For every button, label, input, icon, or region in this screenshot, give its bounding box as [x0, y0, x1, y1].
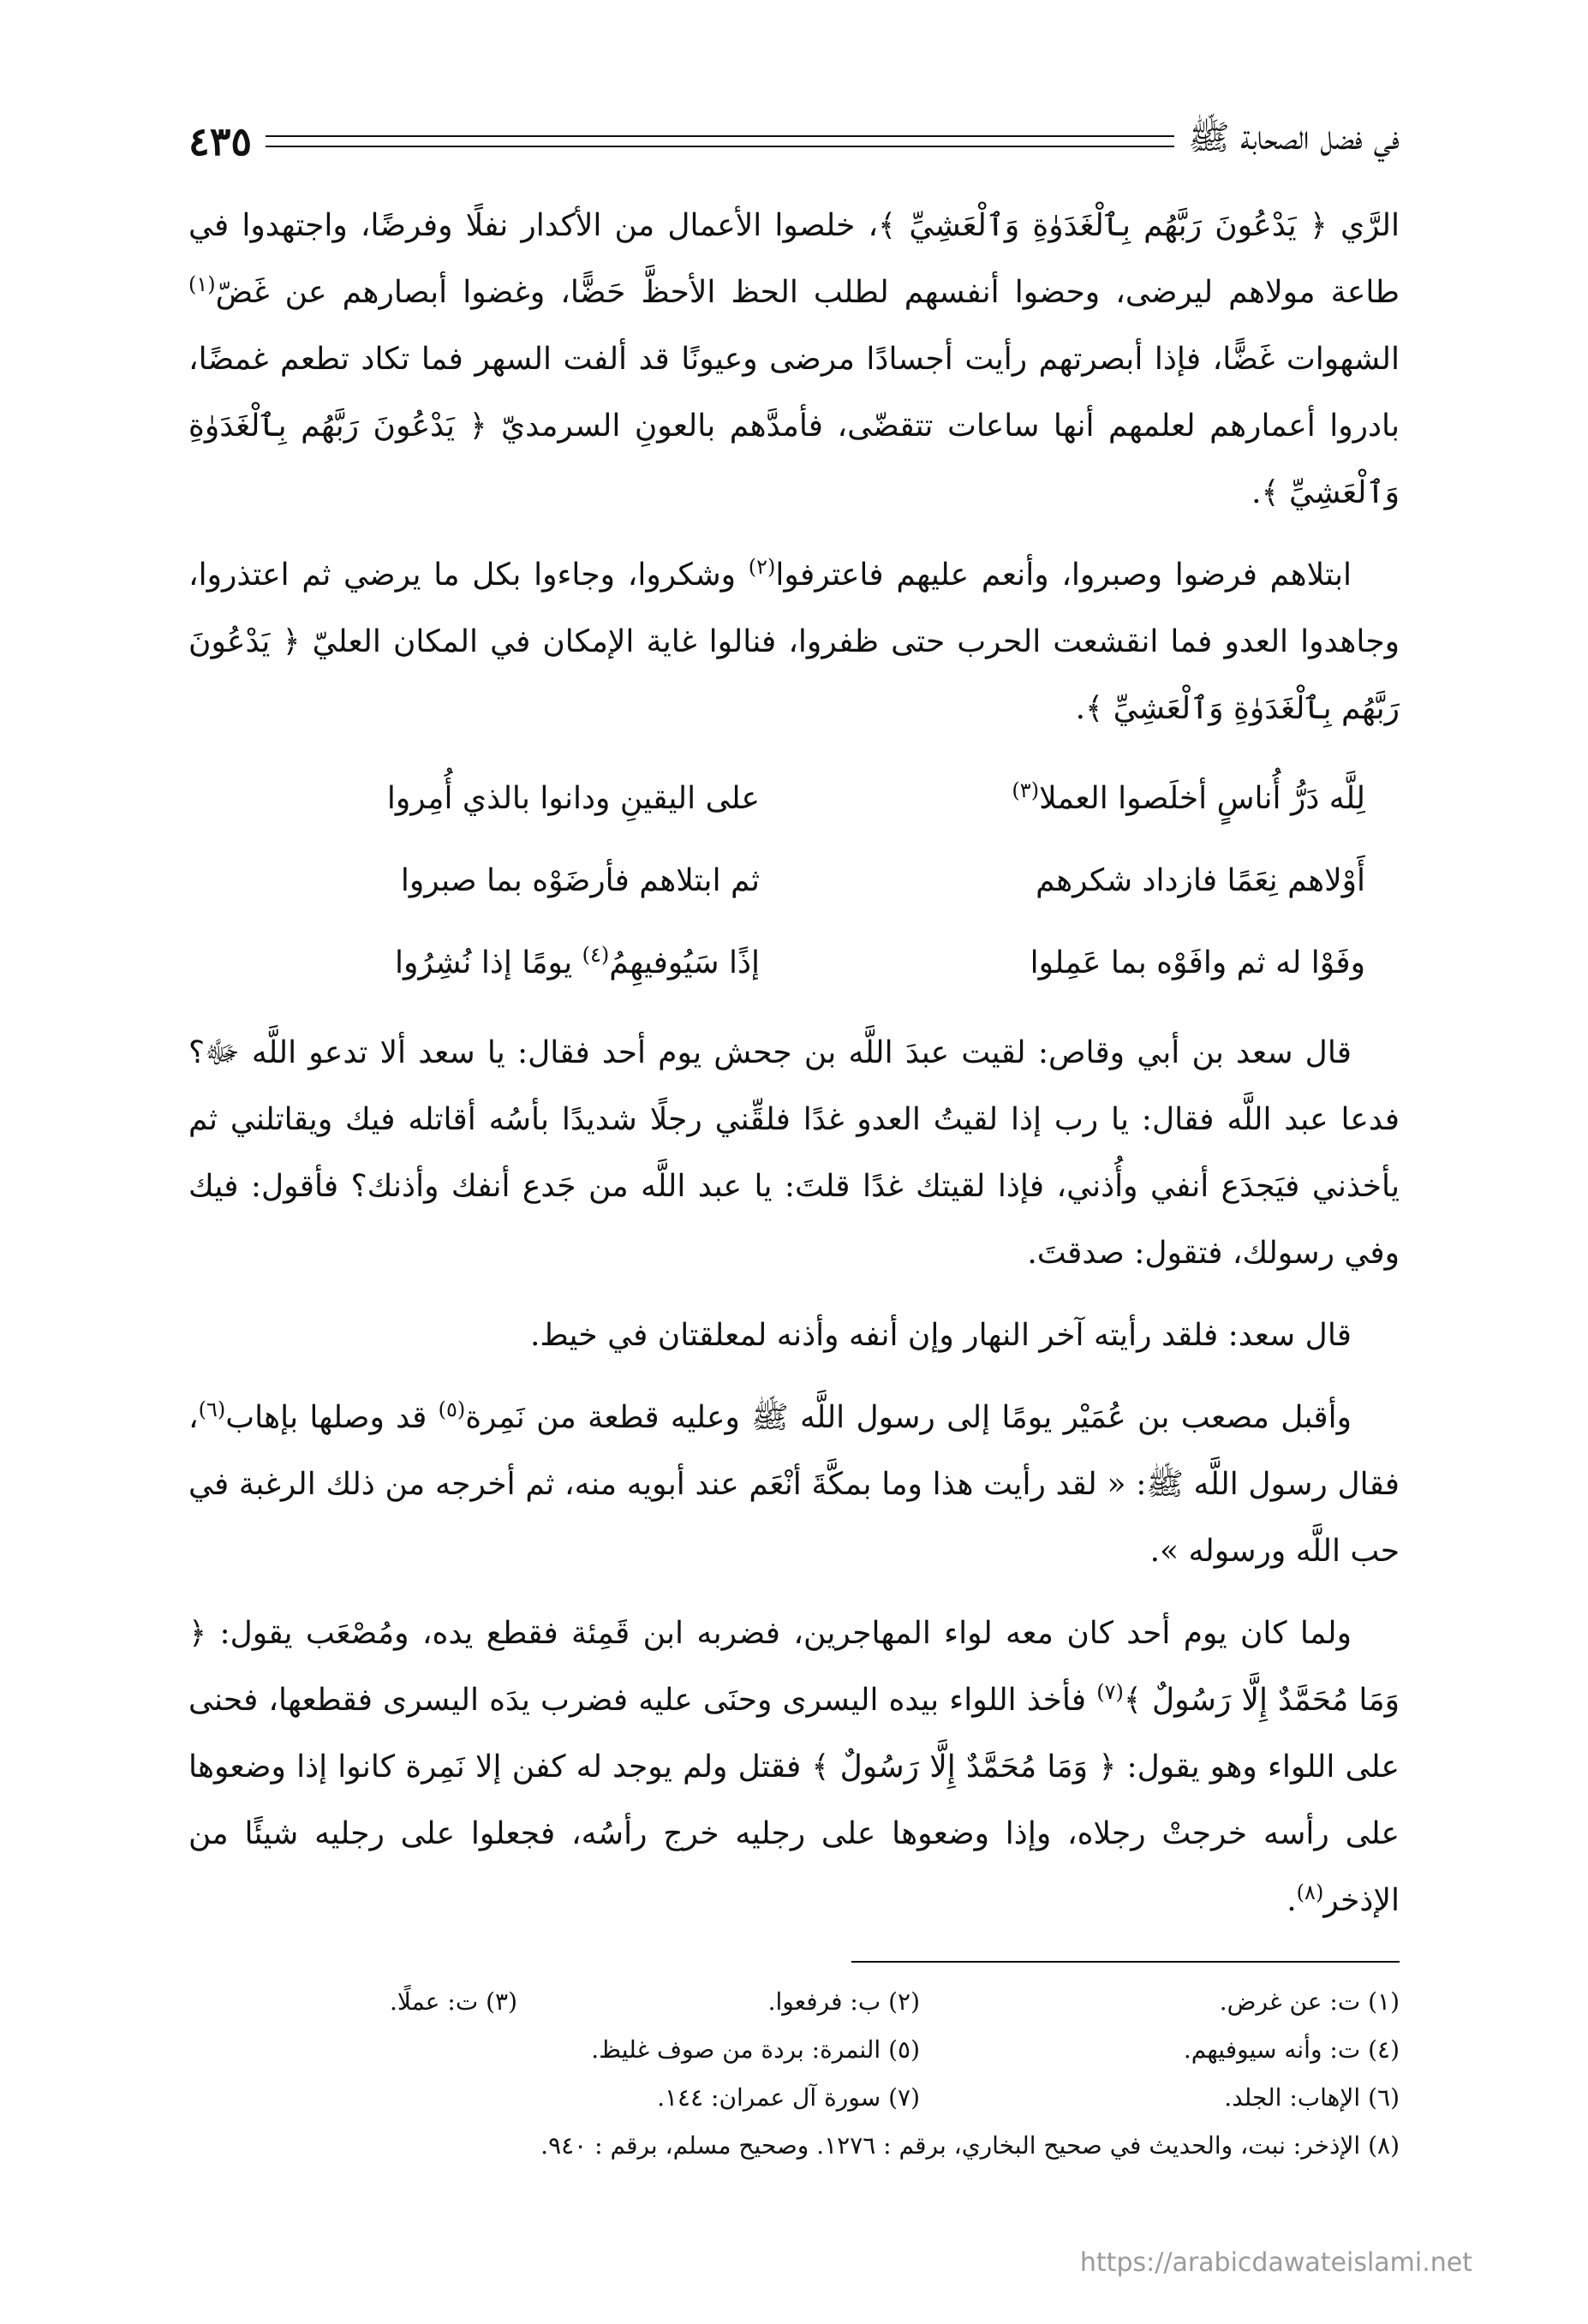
footnote-6: (٦) الإهاب: الجلد.: [1224, 2083, 1400, 2112]
footnote-2: (٢) ب: فرفعوا.: [767, 1987, 920, 2016]
footnote-1: (١) ت: عن غرض.: [1219, 1987, 1400, 2016]
poem: [223, 758, 1365, 1004]
poem-line-3-first-half: وفَوْا له ثم وافَوْه بما عَمِلوا: [1030, 945, 1365, 980]
footnote-8: (٨) الإذخر: نبت، والحديث في صحيح البخاري، برقم : ١٢٧٦. وصحيح مسلم، برقم : ٩٤٠.: [540, 2131, 1400, 2160]
footnote-4: (٤) ت: وأنه سيوفيهم.: [1183, 2035, 1400, 2064]
footnote-ref-8[interactable]: (٨): [1296, 1880, 1324, 1904]
running-title: في فضل الصحابة ﷺ: [1188, 118, 1400, 158]
poem-line-2-first-half: أَوْلاهم نِعَمًا فازداد شكرهم: [1036, 863, 1365, 898]
paragraph-2: ابتلاهم فرضوا وصبروا، وأنعم عليهم فاعترفوا$^{(٢)}$ وشكروا، وجاءوا بكل ما يرضي ثم اعتذروا، وجاهدوا العدو فما انقشعت الحرب حتى ظفروا، فنالوا غاية الإمكان في المكان العليّ ﴿ يَدْعُونَ رَبَّهُم بِٱلْغَدَوٰةِ وَٱلْعَشِيِّ ﴾.: [188, 555, 1400, 726]
running-header: [188, 116, 1400, 167]
footnote-separator: [851, 1961, 1400, 1963]
footnote-ref-3[interactable]: (٣): [1012, 778, 1040, 802]
poem-line-1-first-half: لِلَّه دَرُّ أُناسٍ أخلَصوا العملا$^{(٣)}$: [1012, 778, 1365, 816]
footnote-ref-4[interactable]: (٤): [582, 943, 610, 967]
footnote-ref-7[interactable]: (٧): [1096, 1680, 1124, 1704]
footnote-ref-1[interactable]: (١): [188, 272, 216, 296]
footnote-row-1: [188, 1978, 1400, 2026]
poem-line-2-second-half: ثم ابتلاهم فأرضَوْه بما صبروا: [400, 863, 760, 898]
footnote-row-2: [188, 2026, 1400, 2074]
page-number: ٤٣٥: [188, 118, 253, 164]
header-double-rule: [266, 135, 1174, 147]
footnote-row-3: [188, 2074, 1400, 2122]
poem-line-1-second-half: على اليقينِ ودانوا بالذي أُمِروا: [386, 781, 760, 816]
paragraph-5: وأقبل مصعب بن عُمَيْر يومًا إلى رسول اللَّه ﷺ وعليه قطعة من نَمِرة$^{(٥)}$ قد وصلها بإهاب$^{(٦)}$، فقال رسول اللَّه ﷺ: « لقد رأيت هذا وما بمكَّةَ أنْعَم عند أبويه منه، ثم أخرجه من ذلك الرغبة في حب اللَّه ورسوله ».: [188, 1397, 1400, 1569]
main-text: [188, 193, 1400, 1950]
paragraph-6: ولما كان يوم أحد كان معه لواء المهاجرين، فضربه ابن قَمِئة فقطع يده، ومُصْعَب يقول: ﴿ وَمَا مُحَمَّدٌ إِلَّا رَسُولٌ ﴾$^{(٧)}$ فأخذ اللواء بيده اليسرى وحنَى عليه فضرب يدَه اليسرى فقطعها، فحنى على اللواء وهو يقول: ﴿ وَمَا مُحَمَّدٌ إِلَّا رَسُولٌ ﴾ فقتل ولم يوجد له كفن إلا نَمِرة كانوا إذا وضعوها على رأسه خرجتْ رجلاه، وإذا وضعوها على رجليه خرج رأسُه، فجعلوا على رجليه شيئًا من الإذخر$^{(٨)}$.: [188, 1616, 1400, 1918]
paragraph-4: قال سعد: فلقد رأيته آخر النهار وإن أنفه وأذنه لمعلقتان في خيط.: [529, 1318, 1352, 1353]
footnote-5: (٥) النمرة: بردة من صوف غليظ.: [591, 2035, 920, 2064]
footnote-3: (٣) ت: عملًا.: [389, 1987, 517, 2016]
paragraph-1: الرَّي ﴿ يَدْعُونَ رَبَّهُم بِٱلْغَدَوٰةِ وَٱلْعَشِيِّ ﴾، خلصوا الأعمال من الأكدار نفلًا وفرضًا، واجتهدوا في طاعة مولاهم ليرضى، وحضوا أنفسهم لطلب الحظ الأحظَّ حَضًّا، وغضوا أبصارهم عن غَضّ$^{(١)}$ الشهوات غَضًّا، فإذا أبصرتهم رأيت أجسادًا مرضى وعيونًا قد ألفت السهر فما تكاد تطعم غمضًا، بادروا أعمارهم لعلمهم أنها ساعات تتقضّى، فأمدَّهم بالعونِ السرمديّ ﴿ يَدْعُونَ رَبَّهُم بِٱلْغَدَوٰةِ وَٱلْعَشِيِّ ﴾.: [188, 208, 1400, 510]
poem-line-3-second-half: إذًا سَيُوفيهِمُ$^{(٤)}$ يومًا إذا نُشِرُوا: [395, 943, 760, 980]
paragraph-3: قال سعد بن أبي وقاص: لقيت عبدَ اللَّه بن جحش يوم أحد فقال: يا سعد ألا تدعو اللَّه ﷻ؟ فدعا عبد اللَّه فقال: يا رب إذا لقيتُ العدو غدًا فلقِّني رجلًا شديدًا بأسُه أقاتله فيك ويقاتلني ثم يأخذني فيَجدَع أنفي وأُذني، فإذا لقيتك غدًا قلتَ: يا عبد اللَّه من جَدع أنفك وأذنك؟ فأقول: فيك وفي رسولك، فتقول: صدقتَ.: [188, 1035, 1400, 1271]
footnote-ref-6[interactable]: (٦): [198, 1397, 226, 1421]
footnote-7: (٧) سورة آل عمران: ١٤٤.: [657, 2083, 920, 2112]
footnote-ref-2[interactable]: (٢): [748, 555, 776, 579]
footnote-ref-5[interactable]: (٥): [438, 1397, 466, 1421]
watermark-url[interactable]: https://arabicdawateislami.net: [1079, 2248, 1472, 2278]
footnotes: [188, 1978, 1400, 2170]
